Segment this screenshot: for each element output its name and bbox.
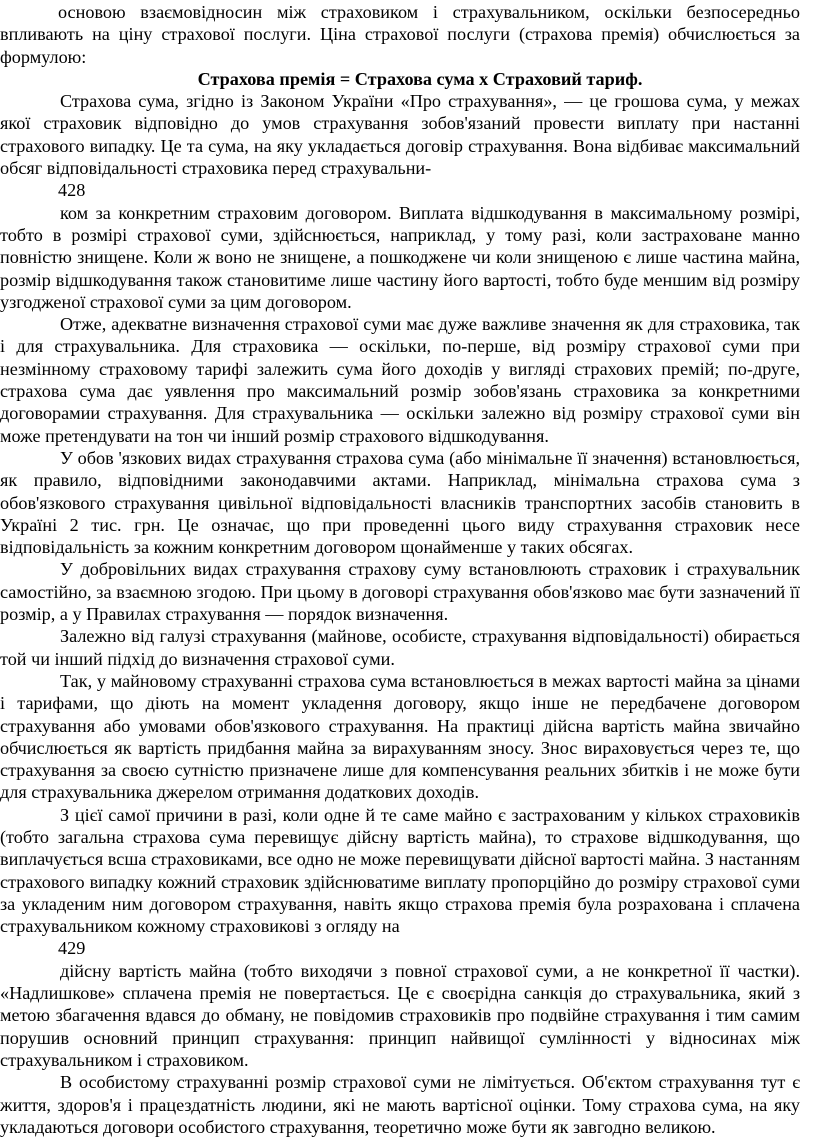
page-number-429: 429 xyxy=(58,938,86,959)
paragraph-compensation: ком за конкретним страховим договором. Виплата відшкодування в максимальному розмірі, тобто в розмірі страхової суми, здійснюється, наприклад, у тому разі, коли застраховане манно повністю знищене. Коли ж воно не знищене, а пошкоджене чи коли знищеною є лише частина майна, розмір відшкодування також становитиме лише частину його вартості, тобто буде меншим від розміру узгодженої страхової суми за цим договором. xyxy=(0,202,800,312)
paragraph-multiple-insurers: З цієї самої причини в разі, коли одне й те саме майно є застрахованим у кількох страховиків (тобто загальна страхова сума перевищує дійсну вартість майна), то страхове відшкодування, що виплачується всша страховиками, все одно не може перевищувати дійсної вартості майна. З настанням страхового випадку кожний страховик здійснюватиме виплату пропорційно до розміру страхової суми за укладеним ним договором страхування, навіть якщо страхова премія була розрахована і сплачена страхувальником кожному страховикові з огляду на xyxy=(0,804,800,937)
formula-insurance-premium: Страхова премія = Страхова сума х Страховий тариф. xyxy=(197,68,643,89)
paragraph-personal-insurance: В особистому страхуванні розмір страхової суми не лімітується. Об'єктом страхування тут є життя, здоров'я і працездатність людини, які не мають вартісної оцінки. Тому страхова сума, на яку укладаються договори особистого страхування, теоретично може бути як завгодно великою. xyxy=(0,1072,800,1137)
paragraph-by-branch: Залежно від галузі страхування (майнове, особисте, страхування відповідальності) обирається той чи інший підхід до визначення страхової суми. xyxy=(0,626,800,669)
page-number-428: 428 xyxy=(58,180,86,201)
paragraph-adequate-definition: Отже, адекватне визначення страхової суми має дуже важливе значення як для страховика, так і для страхувальника. Для страховика — оскільки, по-перше, від розміру страхової суми при незмінному страховому тарифі залежить сума його доходів у вигляді страхових премій; по-друге, страхова сума дає уявлення про максимальний розмір зобов'язань страховика за конкретними договорамии страхування. Для страхувальника — оскільки залежно від розміру страхової суми він може претендувати на тон чи інший розмір страхового відшкодування. xyxy=(0,314,800,446)
paragraph-voluntary-types: У добровільних видах страхування страхову суму встановлюють страховик і страхувальник самостійно, за взаємною згодою. При цьому в договорі страхування обов'язково має бути зазначений її розмір, а у Правилах страхування — порядок визначення. xyxy=(0,559,800,625)
paragraph-sum-definition: Страхова сума, згідно із Законом України «Про страхування», — це грошова сума, у межах якої страховик відповідно до умов страхування зобов'язаний провести виплату при настанні страхового випадку. Це та сума, на яку укладається договір страхування. Вона відбиває максимальний обсяг відповідальності страховика перед страхувальни- xyxy=(0,91,800,179)
paragraph-property-insurance: Так, у майновому страхуванні страхова сума встановлюється в межах вартості майна за цінами і тарифами, що діють на момент укладення договору, якщо інше не передбачене договором страхування або умовами обов'язкового страхування. На практиці дійсна вартість майна звичайно обчислюється як вартість придбання майна за вирахуванням зносу. Знос вираховується через те, що страхування за своєю сутністю призначене лише для компенсування реальних збитків і не може бути для страхувальника джерелом отримання додаткових доходів. xyxy=(0,670,800,803)
paragraph-intro: основою взаємовідносин між страховиком і страхувальником, оскільки безпосередньо впливають на ціну страхової послуги. Ціна страхової послуги (страхова премія) обчислюється за формулою: xyxy=(0,2,800,67)
paragraph-actual-value: дійсну вартість майна (тобто виходячи з повної страхової суми, а не конкретної її частки). «Надлишкове» сплачена премія не повертається. Це є своєрідна санкція до страхувальника, який з метою збагачення вдався до обману, не повідомив страховиків про подвійне страхування і тим самим порушив основний принцип страхування: принцип найвищої сумлінності у відносинах між страхувальником і страховиком. xyxy=(0,960,800,1070)
paragraph-mandatory-types: У обов 'язкових видах страхування страхова сума (або мінімальне її значення) встановлюється, як правило, відповідними законодавчими актами. Наприклад, мінімальна страхова сума з обов'язкового страхування цивільної відповідальності власників транспортних засобів становить в Україні 2 тис. грн. Це означає, що при проведенні цього виду страхування страховик несе відповідальність за кожним конкретним договором щонайменше у таких обсягах. xyxy=(0,447,800,558)
